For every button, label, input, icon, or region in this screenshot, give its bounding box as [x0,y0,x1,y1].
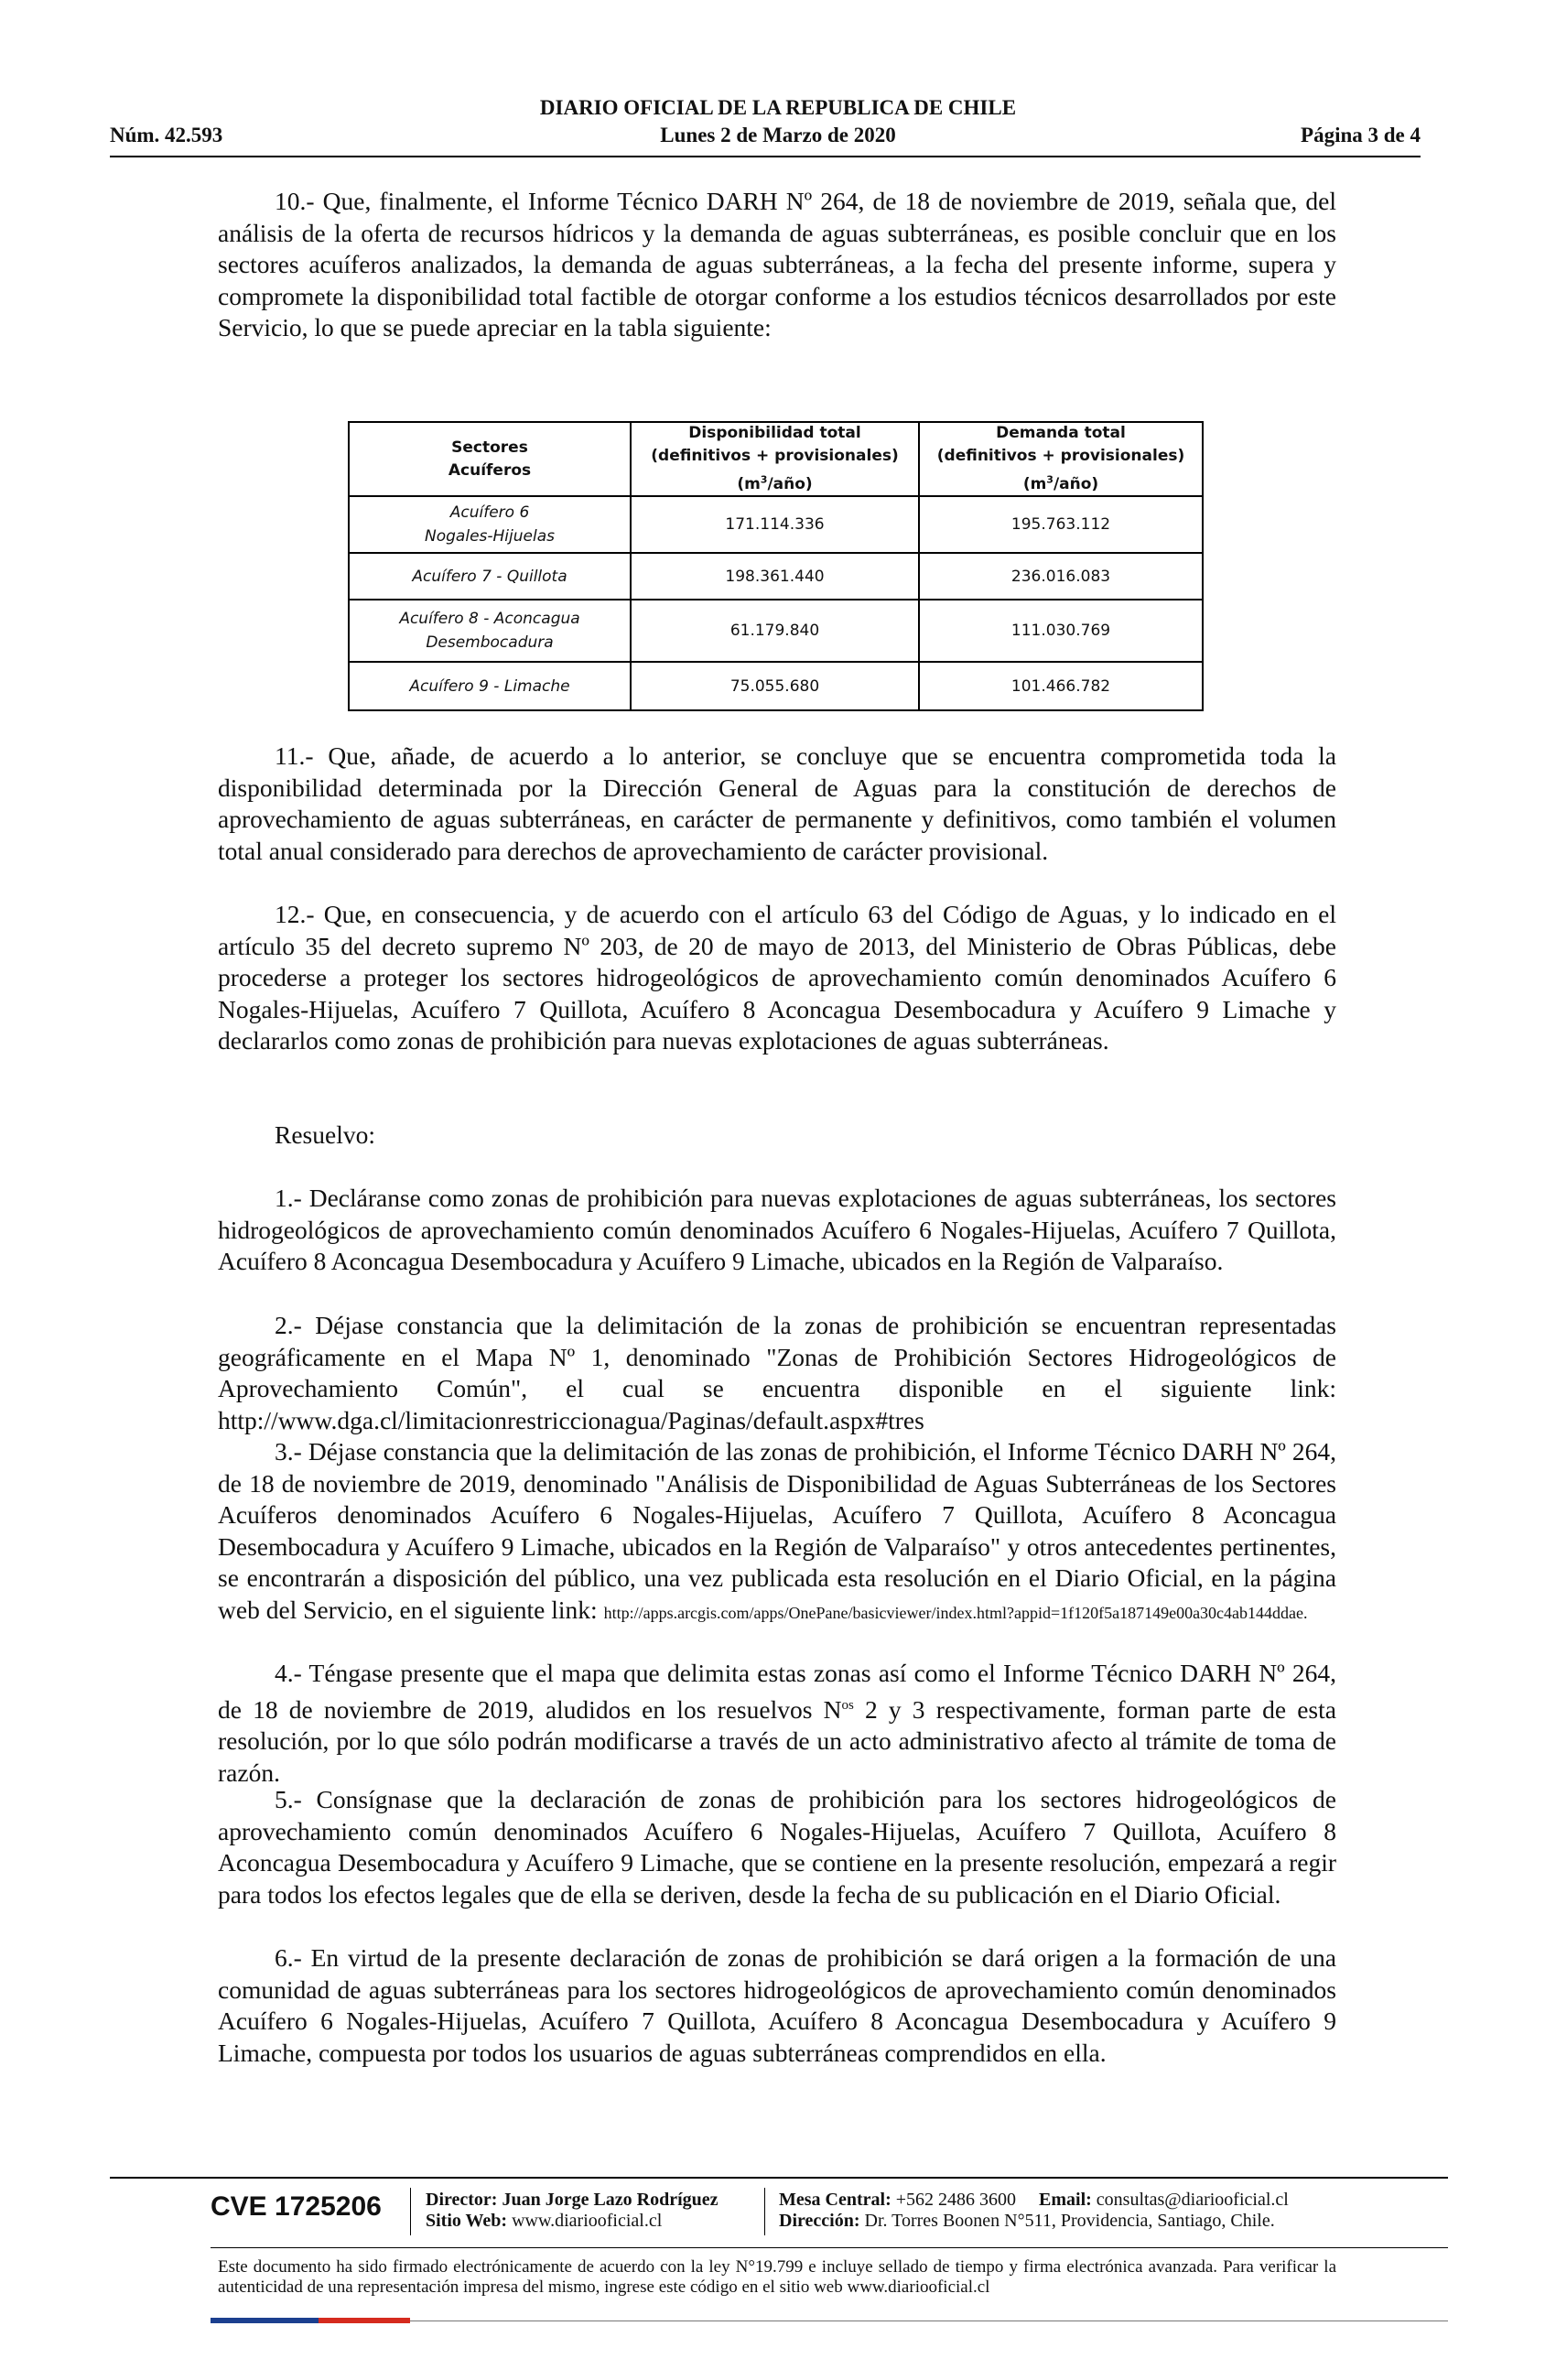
site-label: Sitio Web: [426,2211,508,2231]
contact-info [779,2190,1289,2232]
resolution-3-text: 3.- Déjase constancia que la delimitación de las zonas de prohibición, el Informe Técnico DARH Nº 264, de 18 de noviembre de 2019, denominado "Análisis de Disponibilidad de Aguas Subterráneas de los Sectores Acuíferos denominados Acuífero 6 Nogales-Hijuelas, Acuífero 7 Quillota, Acuífero 8 Aconcagua Desembocadura y Acuífero 9 Limache, ubicados en la Región de Valparaíso" y otros antecedentes pertinentes, se encontrarán a disposición del público, una vez publicada esta resolución en el Diario Oficial, en la página web del Servicio, en el siguiente link: [218,1437,1336,1624]
disponibilidad-value: 75.055.680 [632,663,920,709]
footer-top-divider [110,2177,1448,2179]
header-disponibilidad-line2: (definitivos + provisionales) [651,447,899,466]
header-disponibilidad-unit: $(m^3/año)$ [737,473,813,493]
paragraph-10: 10.- Que, finalmente, el Informe Técnico DARH Nº 264, de 18 de noviembre de 2019, señala que, del análisis de la oferta de recursos hídricos y la demanda de aguas subterráneas, es posible concluir que en los sectores acuíferos analizados, la demanda de aguas subterráneas, a la fecha del presente informe, supera y compromete la disponibilidad total factible de otorgar conforme a los estudios técnicos desarrollados por este Servicio, lo que se puede apreciar en la tabla siguiente: [218,187,1336,342]
demanda-value: 101.466.782 [1010,676,1111,696]
footer-bottom-line [410,2320,1448,2321]
newspaper-title: DIARIO OFICIAL DE LA REPUBLICA DE CHILE [539,96,1017,119]
mesa-value: +562 2486 3600 [895,2190,1017,2210]
table-row [350,663,1202,709]
mesa-label: Mesa Central: [779,2190,891,2210]
table-row [350,554,1202,600]
disponibilidad-value: 61.179.840 [632,600,920,661]
header-disponibilidad [632,423,920,495]
sector-name: Acuífero 9 - Limache [350,663,632,709]
footer-separator [764,2188,765,2235]
demanda-value: 111.030.769 [1010,622,1111,640]
sector-name: Acuífero 6 Nogales-Hijuelas [350,497,632,552]
footer-mid-divider [211,2247,1448,2248]
sector-name: Acuífero 7 - Quillota [350,554,632,599]
header-divider [110,156,1421,157]
table-row [350,497,1202,554]
aquifer-table [348,421,1204,711]
table-header-row [350,423,1202,497]
email-label: Email: [1039,2190,1092,2210]
resuelvo-heading: Resuelvo: [275,1120,375,1149]
header-demanda [920,423,1202,495]
demanda-value: 236.016.083 [1010,567,1111,586]
address-label: Dirección: [779,2211,860,2231]
resolution-1: 1.- Decláranse como zonas de prohibición para nuevas explotaciones de aguas subterráneas, los sectores hidrogeológicos de aprovechamiento común denominados Acuífero 6 Nogales-Hijuelas, Acuífero 7 Quillota, Acuífero 8 Aconcagua Desembocadura y Acuífero 9 Limache, ubicados en la Región de Valparaíso. [218,1184,1336,1276]
issue-number: Núm. 42.593 [110,124,223,146]
cve-code: CVE 1725206 [211,2191,382,2222]
header-demanda-line2: (definitivos + provisionales) [936,447,1185,466]
page-number: Página 3 de 4 [1301,124,1421,146]
paragraph-11: 11.- Que, añade, de acuerdo a lo anterior, se concluye que se encuentra comprometida toda la disponibilidad determinada por la Dirección General de Aguas para la constitución de derechos de aprovechamiento de aguas subterráneas, en carácter de permanente y definitivos, como también el volumen total anual considerado para derechos de aprovechamiento de carácter provisional. [218,741,1336,865]
header-demanda-unit: $(m^3/año)$ [1022,473,1099,493]
resolution-4-superscript: os [841,1697,854,1713]
footer-separator [410,2188,411,2235]
flag-blue-stripe [211,2318,319,2323]
header-sectores-line1: Sectores [451,438,528,457]
resolution-4-text-b: 2 y 3 respectivamente, forman parte de esta resolución, por lo que sólo podrán modificarse a través de un acto administrativo afecto al trámite de toma de razón. [218,1694,1336,1787]
paragraph-12: 12.- Que, en consecuencia, y de acuerdo con el artículo 63 del Código de Aguas, y lo indicado en el artículo 35 del decreto supremo Nº 203, de 20 de mayo de 2013, del Ministerio de Obras Públicas, debe procederse a proteger los sectores hidrogeológicos de aprovechamiento común denominados Acuífero 6 Nogales-Hijuelas, Acuífero 7 Quillota, Acuífero 8 Aconcagua Desembocadura y Acuífero 9 Limache y declararlos como zonas de prohibición para nuevas explotaciones de aguas subterráneas. [218,900,1336,1055]
address-value: Dr. Torres Boonen N°511, Providencia, Santiago, Chile. [864,2211,1275,2231]
resolution-2: 2.- Déjase constancia que la delimitación de la zonas de prohibición se encuentran representadas geográficamente en el Mapa Nº 1, denominado "Zonas de Prohibición Sectores Hidrogeológicos de Aprovechamiento Común", el cual se encuentra disponible en el siguiente link: http://www.dga.cl/limitacionrestriccionagua/Paginas/default.aspx#tres [218,1311,1336,1434]
disponibilidad-value: 198.361.440 [632,554,920,599]
header-disponibilidad-line1: Disponibilidad total [688,424,861,443]
flag-red-stripe [319,2318,410,2323]
arcgis-link[interactable]: http://apps.arcgis.com/apps/OnePane/basicviewer/index.html?appid=1f120f5a187149e00a30c4ab144ddae. [603,1603,1308,1622]
resolution-4 [218,1658,1336,1790]
header-demanda-line1: Demanda total [996,424,1126,443]
issue-date: Lunes 2 de Marzo de 2020 [660,124,896,146]
site-link[interactable]: www.diariooficial.cl [512,2211,663,2231]
demanda-value: 195.763.112 [1010,515,1111,534]
table-row [350,600,1202,663]
disponibilidad-value: 171.114.336 [632,497,920,552]
director-info [426,2190,719,2232]
resolution-6: 6.- En virtud de la presente declaración de zonas de prohibición se dará origen a la formación de una comunidad de aguas subterráneas para los sectores hidrogeológicos de aprovechamiento común denominados Acuífero 6 Nogales-Hijuelas, Acuífero 7 Quillota, Acuífero 8 Aconcagua Desembocadura y Acuífero 9 Limache, compuesta por todos los usuarios de aguas subterráneas comprendidos en ella. [218,1943,1336,2067]
header-sectores-line2: Acuíferos [448,460,532,480]
resolution-5: 5.- Consígnase que la declaración de zonas de prohibición para los sectores hidrogeológicos de aprovechamiento común denominados Acuífero 6 Nogales-Hijuelas, Acuífero 7 Quillota, Acuífero 8 Aconcagua Desembocadura y Acuífero 9 Limache, que se contiene en la presente resolución, empezará a regir para todos los efectos legales que de ella se deriven, desde la fecha de su publicación en el Diario Oficial. [218,1785,1336,1909]
sector-name: Acuífero 8 - Aconcagua Desembocadura [350,600,632,661]
legal-notice: Este documento ha sido firmado electrónicamente de acuerdo con la ley N°19.799 e incluye sellado de tiempo y firma electrónica avanzada. Para verificar la autenticidad de una representación impresa del mismo, ingrese este código en el sitio web www.diariooficial.cl [218,2257,1336,2297]
header-sectores [350,423,632,495]
director-name: Juan Jorge Lazo Rodríguez [502,2190,719,2210]
resolution-3 [218,1436,1336,1629]
resolution-4-text-a: 4.- Téngase presente que el mapa que delimita estas zonas así como el Informe Técnico DARH Nº 264, de 18 de noviembre de 2019, aludidos en los resuelvos N [218,1659,1336,1724]
email-link[interactable]: consultas@diariooficial.cl [1096,2190,1289,2210]
director-label: Director: [426,2190,498,2210]
